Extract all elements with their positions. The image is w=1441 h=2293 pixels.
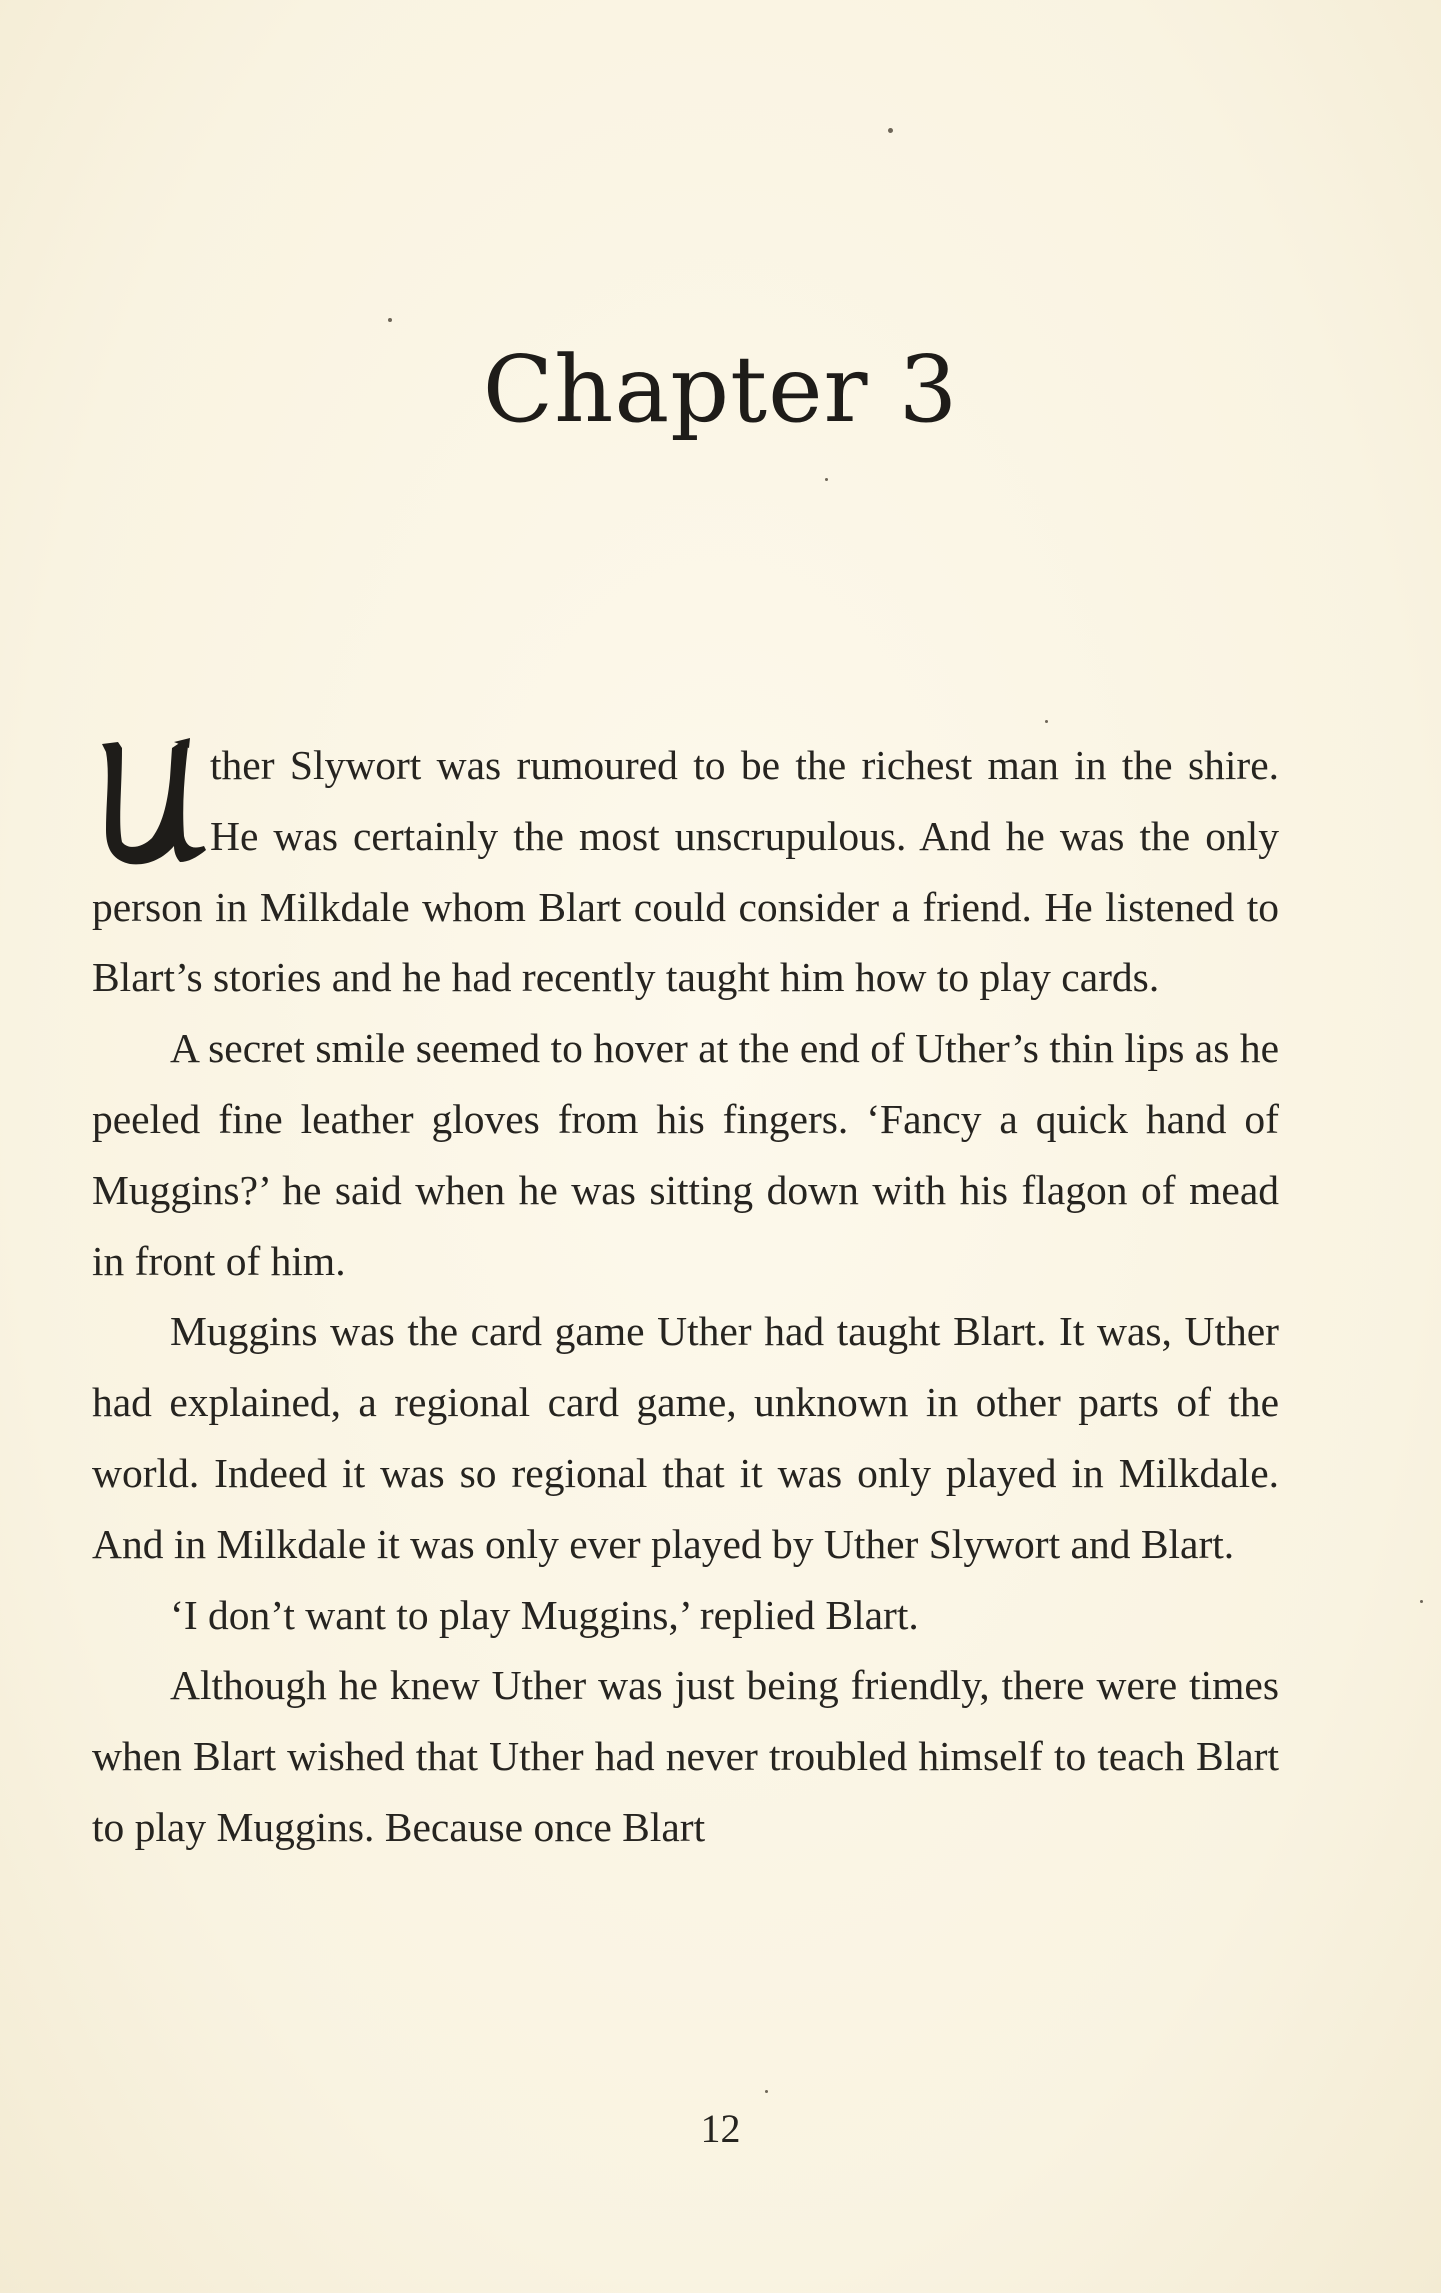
- page-speck: [388, 318, 392, 322]
- paragraph: A secret smile seemed to hover at the end of Uther’s thin lips as he peeled fine leather gloves from his fingers. ‘Fancy a quick hand of Muggins?’ he said when he was sitting down with his flagon of mead in front of him.: [92, 1025, 1279, 1284]
- paragraph: Although he knew Uther was just being friendly, there were times when Blart wished that Uther had never troubled himself to teach Blart to play Muggins. Because once Blart: [92, 1662, 1279, 1850]
- page-number: 12: [700, 2106, 741, 2151]
- chapter-title: Chapter 3: [482, 336, 959, 443]
- page-speck: [1420, 1600, 1423, 1603]
- chapter-body: [92, 730, 1279, 1863]
- paragraph: ‘I don’t want to play Muggins,’ replied Blart.: [170, 1591, 919, 1638]
- drop-cap-u-glyph: [92, 738, 210, 870]
- page-speck: [765, 2090, 768, 2093]
- page-speck: [825, 478, 828, 481]
- paragraph-text: ther Slywort was rumoured to be the richest man in the shire. He was certainly the most unscrupulous. And he was the only person in Milkdale whom Blart could consider a friend. He listened to Blart’s stories and he had recently taught him how to play cards.: [92, 742, 1279, 1001]
- paragraph: [92, 730, 1279, 1013]
- page-speck: [1045, 720, 1048, 723]
- paragraph: Muggins was the card game Uther had taught Blart. It was, Uther had explained, a regional card game, unknown in other parts of the world. Indeed it was so regional that it was only played in Milkdale. And in Milkdale it was only ever played by Uther Slywort and Blart.: [92, 1308, 1279, 1567]
- drop-cap: [92, 738, 210, 870]
- page-speck: [888, 128, 893, 133]
